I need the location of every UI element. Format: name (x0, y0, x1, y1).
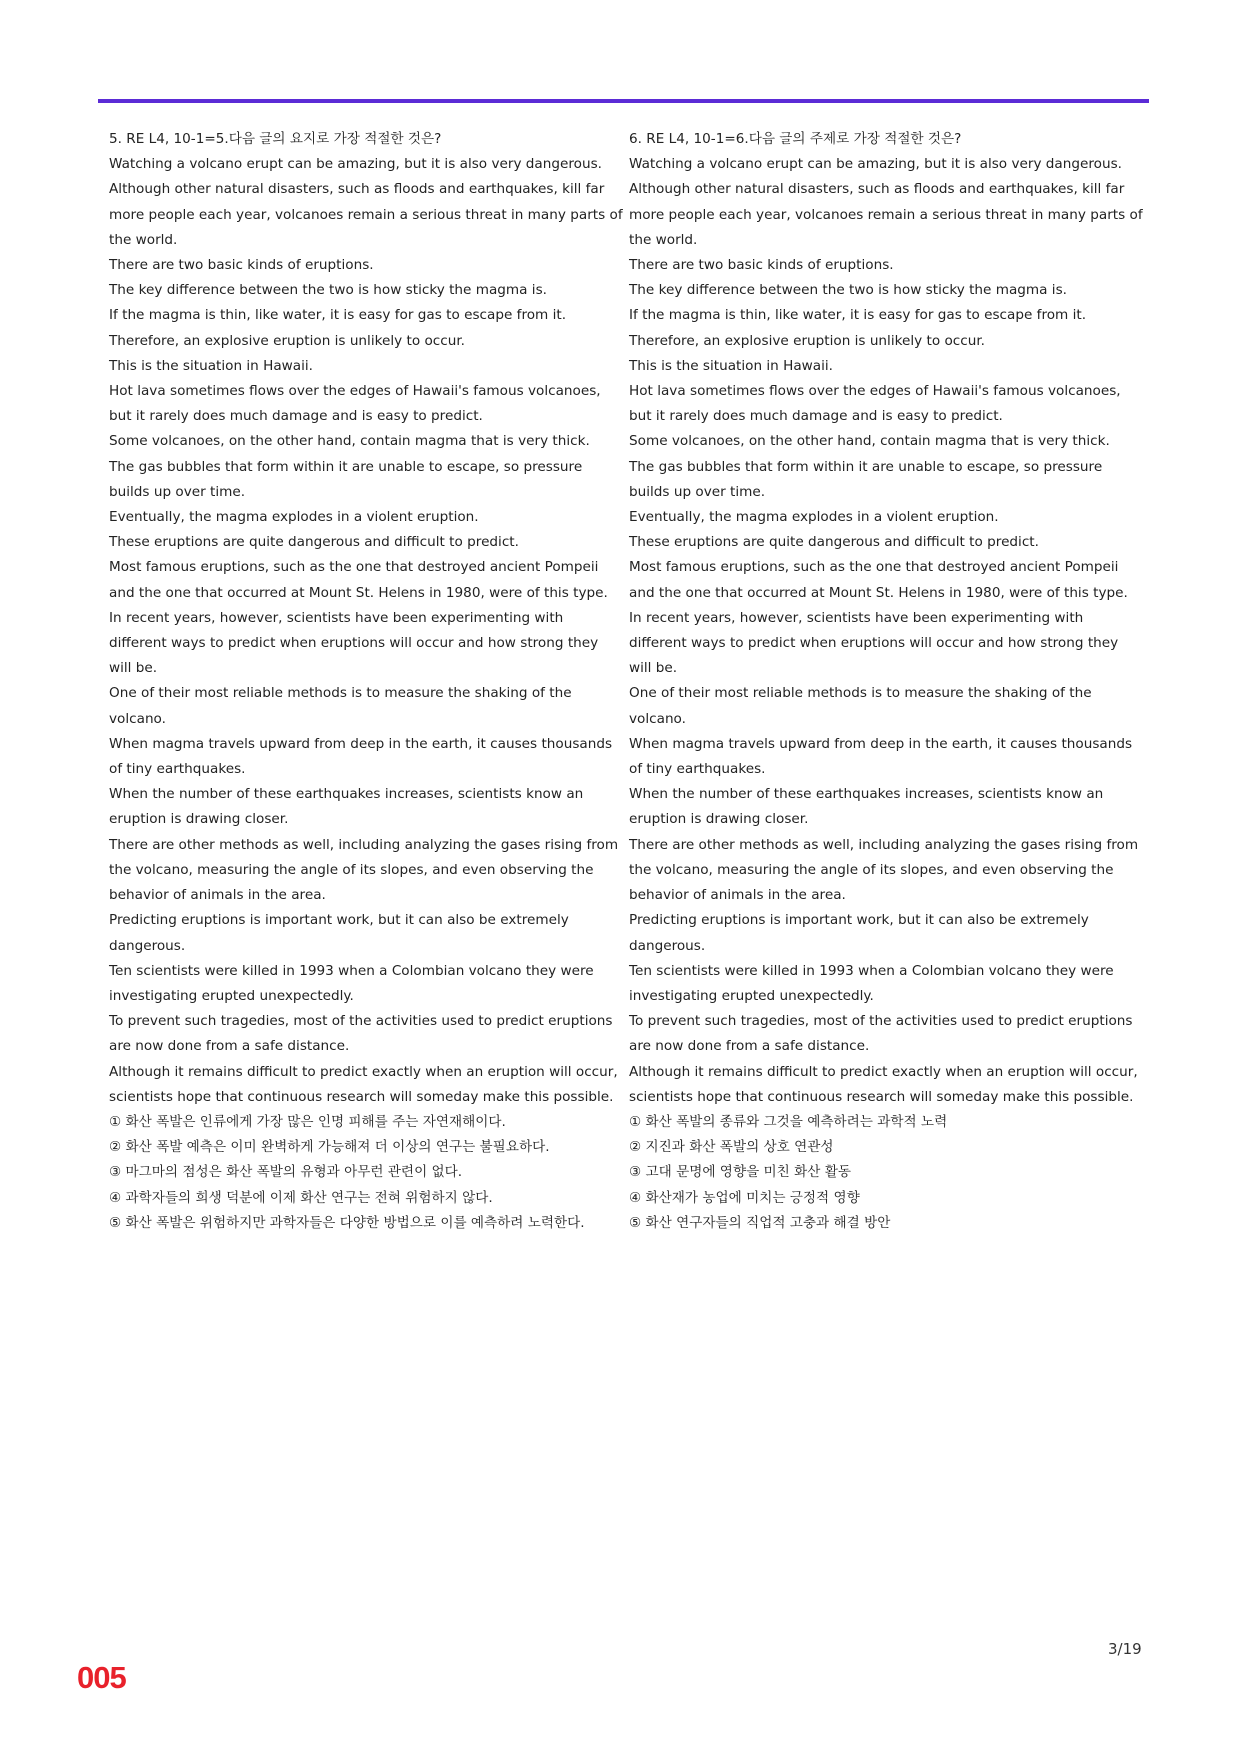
passage-paragraph: In recent years, however, scientists have been experimenting with different ways to predict when eruptions will occur and how strong they will be. (109, 609, 599, 677)
passage (629, 152, 1144, 1110)
passage-paragraph: Predicting eruptions is important work, but it can also be extremely dangerous. (629, 912, 1089, 954)
passage-paragraph: This is the situation in Hawaii. (629, 357, 833, 374)
passage-paragraph: These eruptions are quite dangerous and difficult to predict. (629, 534, 1039, 551)
passage-paragraph: Therefore, an explosive eruption is unlikely to occur. (109, 332, 466, 349)
answer-option: ⑤ 화산 연구자들의 직업적 고충과 해결 방안 (629, 1214, 891, 1231)
passage-paragraph: When the number of these earthquakes increases, scientists know an eruption is drawing closer. (109, 786, 584, 828)
passage-paragraph: Hot lava sometimes flows over the edges of Hawaii's famous volcanoes, but it rarely does much damage and is easy to predict. (629, 383, 1121, 425)
passage-paragraph: One of their most reliable methods is to measure the shaking of the volcano. (109, 685, 572, 727)
passage-paragraph: Some volcanoes, on the other hand, contain magma that is very thick. (109, 433, 590, 450)
answer-option: ⑤ 화산 폭발은 위험하지만 과학자들은 다양한 방법으로 이를 예측하려 노력한다. (109, 1214, 585, 1231)
page-number: 3/19 (1108, 1640, 1142, 1658)
passage-paragraph: Watching a volcano erupt can be amazing, but it is also very dangerous. Although other natural disasters, such as floods and earthquakes, kill far more people each year, volcanoes remain a serious threat in many parts of the world. (109, 156, 623, 248)
answer-option: ④ 과학자들의 희생 덕분에 이제 화산 연구는 전혀 위험하지 않다. (109, 1189, 493, 1206)
passage-paragraph: Eventually, the magma explodes in a violent eruption. (109, 509, 479, 526)
top-accent-rule (98, 99, 1149, 103)
passage-paragraph: Predicting eruptions is important work, but it can also be extremely dangerous. (109, 912, 569, 954)
passage-paragraph: The key difference between the two is how sticky the magma is. (109, 282, 547, 299)
passage-paragraph: When magma travels upward from deep in the earth, it causes thousands of tiny earthquakes. (109, 735, 613, 778)
passage-paragraph: Most famous eruptions, such as the one that destroyed ancient Pompeii and the one that occurred at Mount St. Helens in 1980, were of this type. (109, 559, 608, 601)
passage-paragraph: The key difference between the two is how sticky the magma is. (629, 282, 1067, 299)
passage-paragraph: Hot lava sometimes flows over the edges of Hawaii's famous volcanoes, but it rarely does much damage and is easy to predict. (109, 383, 601, 425)
passage-paragraph: Some volcanoes, on the other hand, contain magma that is very thick. (629, 433, 1110, 450)
passage-paragraph: Ten scientists were killed in 1993 when a Colombian volcano they were investigating erupted unexpectedly. (109, 962, 594, 1004)
page-code-label: 005 (77, 1660, 126, 1695)
passage-paragraph: Watching a volcano erupt can be amazing, but it is also very dangerous. Although other natural disasters, such as floods and earthquakes, kill far more people each year, volcanoes remain a serious threat in many parts of the world. (629, 156, 1143, 248)
passage-paragraph: Ten scientists were killed in 1993 when a Colombian volcano they were investigating erupted unexpectedly. (629, 962, 1114, 1004)
answer-option: ④ 화산재가 농업에 미치는 긍정적 영향 (629, 1189, 860, 1206)
passage (109, 152, 624, 1110)
question-6 (629, 127, 1144, 1236)
passage-paragraph: The gas bubbles that form within it are unable to escape, so pressure builds up over time. (629, 458, 1103, 500)
question-title: 5. RE L4, 10-1=5.다음 글의 요지로 가장 적절한 것은? (109, 131, 442, 147)
passage-paragraph: Therefore, an explosive eruption is unlikely to occur. (629, 332, 986, 349)
passage-paragraph: The gas bubbles that form within it are unable to escape, so pressure builds up over time. (109, 458, 583, 500)
passage-paragraph: There are two basic kinds of eruptions. (109, 257, 374, 274)
passage-paragraph: Although it remains difficult to predict exactly when an eruption will occur, scientists hope that continuous research will someday make this possible. (629, 1063, 1138, 1105)
passage-paragraph: There are other methods as well, including analyzing the gases rising from the volcano, measuring the angle of its slopes, and even observing the behavior of animals in the area. (629, 836, 1139, 904)
passage-paragraph: Although it remains difficult to predict exactly when an eruption will occur, scientists hope that continuous research will someday make this possible. (109, 1063, 618, 1105)
question-title: 6. RE L4, 10-1=6.다음 글의 주제로 가장 적절한 것은? (629, 131, 962, 147)
answer-option: ③ 고대 문명에 영향을 미친 화산 활동 (629, 1164, 851, 1181)
passage-paragraph: There are two basic kinds of eruptions. (629, 257, 894, 274)
answer-options (109, 1110, 624, 1236)
passage-paragraph: One of their most reliable methods is to measure the shaking of the volcano. (629, 685, 1092, 727)
question-5 (109, 127, 624, 1236)
passage-paragraph: If the magma is thin, like water, it is easy for gas to escape from it. (629, 307, 1087, 324)
answer-option: ③ 마그마의 점성은 화산 폭발의 유형과 아무런 관련이 없다. (109, 1164, 463, 1181)
passage-paragraph: When the number of these earthquakes increases, scientists know an eruption is drawing closer. (629, 786, 1104, 828)
passage-paragraph: Most famous eruptions, such as the one that destroyed ancient Pompeii and the one that occurred at Mount St. Helens in 1980, were of this type. (629, 559, 1128, 601)
passage-paragraph: When magma travels upward from deep in the earth, it causes thousands of tiny earthquakes. (629, 735, 1133, 778)
answer-option: ② 지진과 화산 폭발의 상호 연관성 (629, 1139, 834, 1156)
passage-paragraph: To prevent such tragedies, most of the activities used to predict eruptions are now done from a safe distance. (629, 1013, 1133, 1055)
passage-paragraph: In recent years, however, scientists have been experimenting with different ways to predict when eruptions will occur and how strong they will be. (629, 609, 1119, 677)
passage-paragraph: If the magma is thin, like water, it is easy for gas to escape from it. (109, 307, 567, 324)
passage-paragraph: To prevent such tragedies, most of the activities used to predict eruptions are now done from a safe distance. (109, 1013, 613, 1055)
answer-option: ① 화산 폭발은 인류에게 가장 많은 인명 피해를 주는 자연재해이다. (109, 1113, 506, 1130)
answer-option: ② 화산 폭발 예측은 이미 완벽하게 가능해져 더 이상의 연구는 불필요하다. (109, 1139, 550, 1156)
answer-options (629, 1110, 1144, 1236)
answer-option: ① 화산 폭발의 종류와 그것을 예측하려는 과학적 노력 (629, 1113, 948, 1130)
passage-paragraph: There are other methods as well, including analyzing the gases rising from the volcano, measuring the angle of its slopes, and even observing the behavior of animals in the area. (109, 836, 619, 904)
passage-paragraph: This is the situation in Hawaii. (109, 357, 313, 374)
passage-paragraph: Eventually, the magma explodes in a violent eruption. (629, 509, 999, 526)
passage-paragraph: These eruptions are quite dangerous and difficult to predict. (109, 534, 519, 551)
